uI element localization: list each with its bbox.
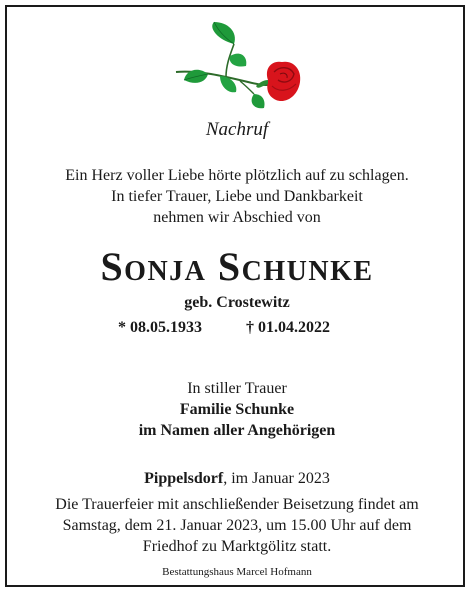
mourners-block <box>0 378 474 441</box>
funeral-line: Die Trauerfeier mit anschließender Beisetzung findet am <box>55 496 419 513</box>
mourners-intro: In stiller Trauer <box>187 380 287 397</box>
birth-name: geb. Crostewitz <box>184 294 290 311</box>
funeral-info <box>0 494 474 557</box>
mourners-family: Familie Schunke <box>179 401 295 418</box>
place-date <box>0 468 474 489</box>
funeral-line: Samstag, dem 21. Januar 2023, um 15.00 Uhr auf dem <box>62 517 412 534</box>
mourners-relatives: im Namen aller Angehörigen <box>138 422 336 439</box>
place-name: Pippelsdorf <box>144 470 224 487</box>
intro-text <box>0 165 474 228</box>
red-rose-icon <box>168 20 308 112</box>
funeral-line: Friedhof zu Marktgölitz statt. <box>142 538 332 555</box>
intro-line: nehmen wir Abschied von <box>153 209 321 226</box>
birth-date: * 08.05.1933 <box>118 319 202 336</box>
intro-line: In tiefer Trauer, Liebe und Dankbarkeit <box>111 188 363 205</box>
death-date: † 01.04.2022 <box>246 319 330 336</box>
intro-line: Ein Herz voller Liebe hörte plötzlich auf zu schlagen. <box>65 167 409 184</box>
deceased-name: Sonja Schunke <box>100 244 374 289</box>
undertaker-name: Bestattungshaus Marcel Hofmann <box>162 566 312 578</box>
notice-heading: Nachruf <box>205 119 269 140</box>
place-date-text: , im Januar 2023 <box>223 470 330 487</box>
